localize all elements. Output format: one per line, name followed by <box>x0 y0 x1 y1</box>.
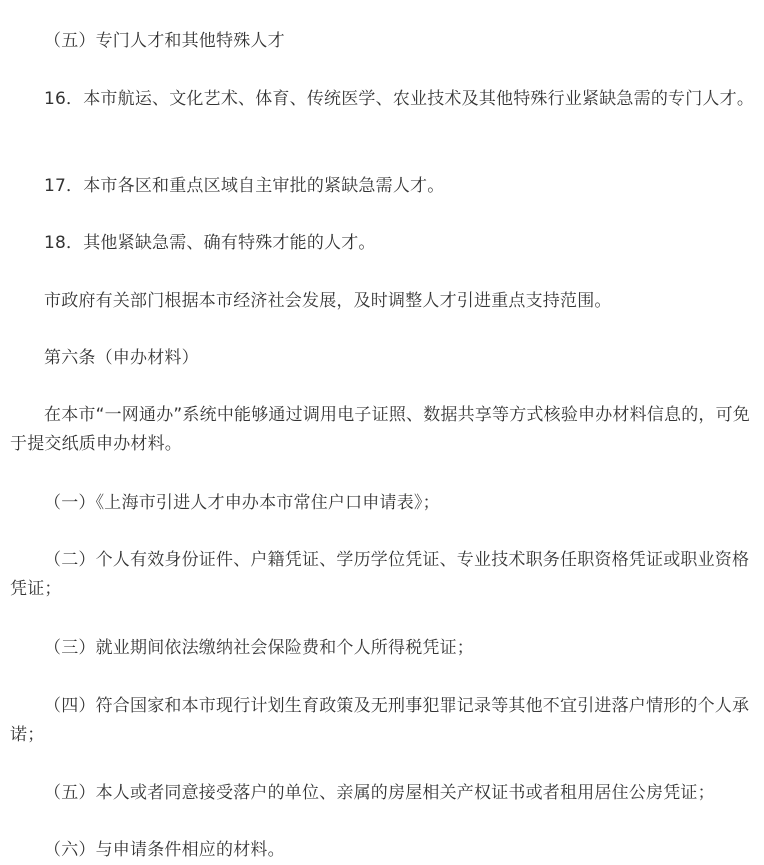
section-heading-special-talents: （五）专门人才和其他特殊人才 <box>44 31 285 51</box>
material-item-1: （一）《上海市引进人才申办本市常住户口申请表》； <box>44 493 440 513</box>
material-item-4: （四）符合国家和本市现行计划生育政策及无刑事犯罪记录等其他不宜引进落户情形的个人承诺； <box>10 696 750 745</box>
material-item-2: （二）个人有效身份证件、户籍凭证、学历学位凭证、专业技术职务任职资格凭证或职业资格凭证； <box>10 550 750 599</box>
material-item-6: （六）与申请条件相应的材料。 <box>44 840 285 860</box>
article-six-heading: 第六条（申办材料） <box>44 348 199 368</box>
paragraph-item-17: 17．本市各区和重点区域自主审批的紧缺急需人才。 <box>44 176 445 196</box>
material-item-5: （五）本人或者同意接受落户的单位、亲属的房屋相关产权证书或者租用居住公房凭证； <box>44 783 715 803</box>
paragraph-item-18: 18．其他紧缺急需、确有特殊才能的人才。 <box>44 233 376 253</box>
material-item-3: （三）就业期间依法缴纳社会保险费和个人所得税凭证； <box>44 638 474 658</box>
paragraph-online-verification: 在本市“一网通办”系统中能够通过调用电子证照、数据共享等方式核验申办材料信息的，可免于提交纸质申办材料。 <box>10 405 751 454</box>
paragraph-adjustment-note: 市政府有关部门根据本市经济社会发展，及时调整人才引进重点支持范围。 <box>44 291 612 311</box>
paragraph-item-16: 16．本市航运、文化艺术、体育、传统医学、农业技术及其他特殊行业紧缺急需的专门人才。 <box>44 89 755 109</box>
